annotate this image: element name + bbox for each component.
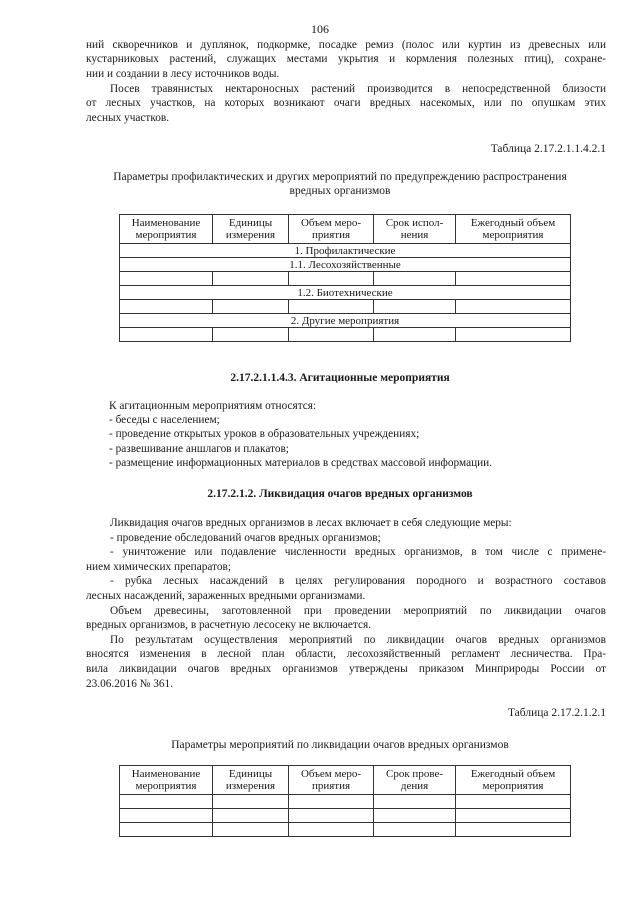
header-cell: Объем меро- приятия bbox=[289, 766, 374, 795]
table-header-row bbox=[120, 215, 571, 244]
text-line: от лесных участков, на которых возникают очаги вредных насекомых, или по опушкам этих bbox=[86, 97, 606, 110]
table1-title bbox=[60, 170, 620, 199]
table1-label: Таблица 2.17.2.1.1.4.2.1 bbox=[490, 143, 606, 155]
section-row bbox=[120, 314, 571, 328]
text-line: 23.06.2016 № 361. bbox=[86, 677, 174, 690]
section-row bbox=[120, 286, 571, 300]
table2-liquidation-measures bbox=[119, 765, 571, 837]
text-line: лесных насаждений, зараженных вредными организмами. bbox=[86, 589, 366, 602]
section-heading-liquidation: 2.17.2.1.2. Ликвидация очагов вредных организмов bbox=[207, 488, 473, 500]
header-cell: Ежегодный объем мероприятия bbox=[456, 215, 571, 244]
header-cell: Срок прове- дения bbox=[374, 766, 456, 795]
table-row bbox=[120, 809, 571, 823]
page-number: 106 bbox=[311, 22, 329, 36]
header-cell: Ежегодный объем мероприятия bbox=[456, 766, 571, 795]
text-line: нии и создании в лесу источников воды. bbox=[86, 67, 280, 80]
text-line: вредных организмов, в расчетную лесосеку не включается. bbox=[86, 619, 372, 632]
section-label: 1. Профилактические bbox=[120, 244, 571, 258]
list-item: - размещение информационных материалов в средствах массовой информации. bbox=[109, 456, 493, 469]
text-line: вила ликвидации очагов вредных организмов утверждены приказом Минприроды России от bbox=[86, 662, 606, 675]
text-line: вносятся изменения в лесной план области, лесохозяйственный регламент лесничества. Пра- bbox=[86, 648, 606, 661]
text-line: лесных участков. bbox=[86, 111, 170, 124]
text-line: - уничтожение или подавление численности вредных организмов, в том числе с примене- bbox=[110, 546, 606, 559]
text-line: Ликвидация очагов вредных организмов в лесах включает в себя следующие меры: bbox=[110, 517, 512, 529]
section-row bbox=[120, 244, 571, 258]
text-line: - проведение обследований очагов вредных организмов; bbox=[110, 531, 381, 544]
text-line: - рубка лесных насаждений в целях регулирования породного и возрастного составов bbox=[110, 575, 606, 588]
table1-title-line: Параметры профилактических и других мероприятий по предупреждению распространения bbox=[113, 171, 567, 183]
table-row bbox=[120, 795, 571, 809]
header-cell: Срок испол- нения bbox=[374, 215, 456, 244]
header-cell: Объем меро- приятия bbox=[289, 215, 374, 244]
section-label: 1.1. Лесохозяйственные bbox=[120, 258, 571, 272]
table2-title: Параметры мероприятий по ликвидации очагов вредных организмов bbox=[171, 739, 509, 751]
list-item: - развешивание аншлагов и плакатов; bbox=[109, 442, 289, 455]
table1-prevention-measures bbox=[119, 214, 571, 342]
table2-label: Таблица 2.17.2.1.2.1 bbox=[507, 707, 606, 719]
header-cell: Наименование мероприятия bbox=[120, 766, 213, 795]
section-row bbox=[120, 258, 571, 272]
header-cell: Единицы измерения bbox=[213, 215, 289, 244]
liquidation-text bbox=[86, 516, 606, 691]
table-row bbox=[120, 272, 571, 286]
text-line: нием химических препаратов; bbox=[86, 560, 232, 573]
table-row bbox=[120, 328, 571, 342]
text-line: Посев травянистых нектароносных растений производится в непосредственной близости bbox=[110, 83, 606, 95]
paragraph-continuation bbox=[86, 38, 606, 81]
agitation-list bbox=[109, 399, 609, 470]
text-line: По результатам осуществления мероприятий по ликвидации очагов вредных организмов bbox=[110, 633, 606, 646]
list-item: - проведение открытых уроков в образовательных учреждениях; bbox=[109, 428, 420, 441]
table-row bbox=[120, 823, 571, 837]
text-line: Объем древесины, заготовленной при проведении мероприятий по ликвидации очагов bbox=[110, 604, 606, 617]
paragraph-sowing bbox=[86, 82, 606, 125]
section-label: 2. Другие мероприятия bbox=[120, 314, 571, 328]
table1-title-line: вредных организмов bbox=[289, 185, 391, 198]
list-intro: К агитационным мероприятиям относятся: bbox=[109, 400, 317, 412]
table-header-row bbox=[120, 766, 571, 795]
list-item: - беседы с населением; bbox=[109, 414, 220, 427]
header-cell: Наименование мероприятия bbox=[120, 215, 213, 244]
section-heading-agitation: 2.17.2.1.1.4.3. Агитационные мероприятия bbox=[230, 372, 450, 384]
header-cell: Единицы измерения bbox=[213, 766, 289, 795]
section-label: 1.2. Биотехнические bbox=[120, 286, 571, 300]
table-row bbox=[120, 300, 571, 314]
text-line: кустарниковых растений, служащих местами укрытия и кормления полезных птиц), сохране- bbox=[86, 53, 606, 66]
text-line: ний скворечников и дуплянок, подкормке, посадке ремиз (полос или куртин из древесных или bbox=[86, 39, 606, 51]
